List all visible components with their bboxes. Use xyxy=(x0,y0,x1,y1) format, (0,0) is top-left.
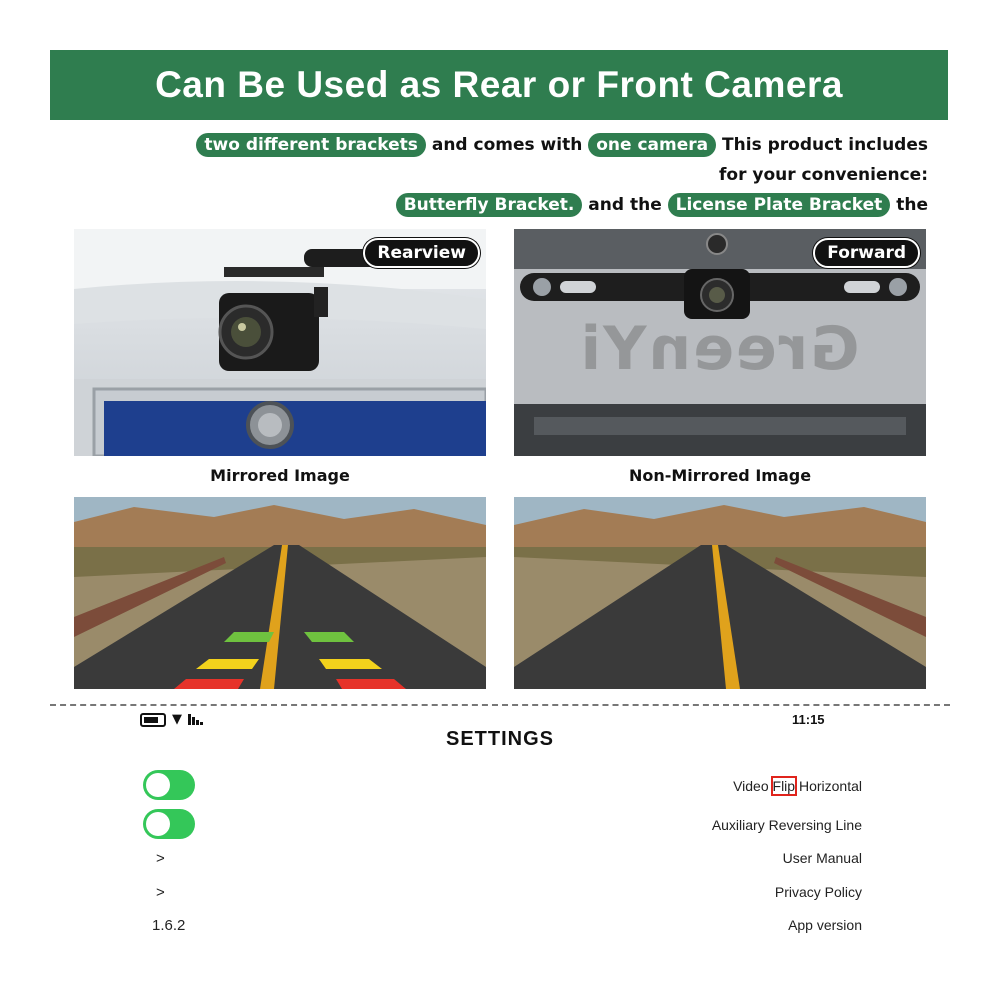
rearview-caption: Mirrored Image xyxy=(210,466,350,485)
intro-line-1 xyxy=(68,130,928,160)
wifi-icon: ▼ xyxy=(172,712,182,727)
forward-tag: Forward xyxy=(813,238,920,268)
mirrored-road-illustration xyxy=(74,497,486,689)
forward-photo xyxy=(514,229,926,456)
privacy-policy-chevron-icon[interactable]: > xyxy=(156,884,165,901)
non-mirrored-road-photo xyxy=(514,497,926,689)
pill-one-camera: one camera xyxy=(588,133,716,157)
video-flip-horizontal-label xyxy=(733,778,862,794)
battery-icon xyxy=(140,713,166,727)
intro-line-3 xyxy=(68,190,928,220)
label-segment: Video xyxy=(733,778,773,794)
rearview-tag: Rearview xyxy=(363,238,480,268)
intro-text-segment: the xyxy=(896,195,928,215)
video-flip-toggle[interactable] xyxy=(143,770,195,800)
intro-text-segment: and comes with xyxy=(431,135,583,155)
label-segment: Horizontal xyxy=(795,778,862,794)
app-version-value: 1.6.2 xyxy=(152,917,186,934)
intro-text-segment: This product includes xyxy=(722,135,928,155)
pill-license-plate-bracket: License Plate Bracket xyxy=(668,193,891,217)
plate-watermark: GreenYi xyxy=(578,314,860,384)
mirrored-road-photo xyxy=(74,497,486,689)
toggle-knob xyxy=(146,812,170,836)
flip-highlight: Flip xyxy=(772,778,796,794)
title-banner xyxy=(50,50,948,120)
user-manual-label[interactable]: User Manual xyxy=(782,850,862,866)
pill-two-brackets: two different brackets xyxy=(196,133,426,157)
rearview-photo xyxy=(74,229,486,456)
forward-caption: Non-Mirrored Image xyxy=(628,466,812,485)
intro-text-segment: and the xyxy=(588,195,662,215)
dashed-divider xyxy=(50,704,950,706)
intro-line-2: for your convenience: xyxy=(719,165,928,185)
non-mirrored-road-illustration xyxy=(514,497,926,689)
status-time: 11:15 xyxy=(792,712,825,727)
intro-text xyxy=(68,130,928,220)
auxiliary-reversing-line-label: Auxiliary Reversing Line xyxy=(711,817,862,833)
privacy-policy-label[interactable]: Privacy Policy xyxy=(774,884,862,900)
status-icons xyxy=(140,712,203,727)
auxiliary-reversing-line-toggle[interactable] xyxy=(143,809,195,839)
app-version-label: App version xyxy=(788,917,862,933)
toggle-knob xyxy=(146,773,170,797)
settings-title: SETTINGS xyxy=(445,728,554,750)
user-manual-chevron-icon[interactable]: > xyxy=(156,850,165,867)
pill-butterfly-bracket: Butterfly Bracket. xyxy=(396,193,583,217)
signal-icon xyxy=(188,714,203,725)
banner-title: Can Be Used as Rear or Front Camera xyxy=(155,64,843,105)
